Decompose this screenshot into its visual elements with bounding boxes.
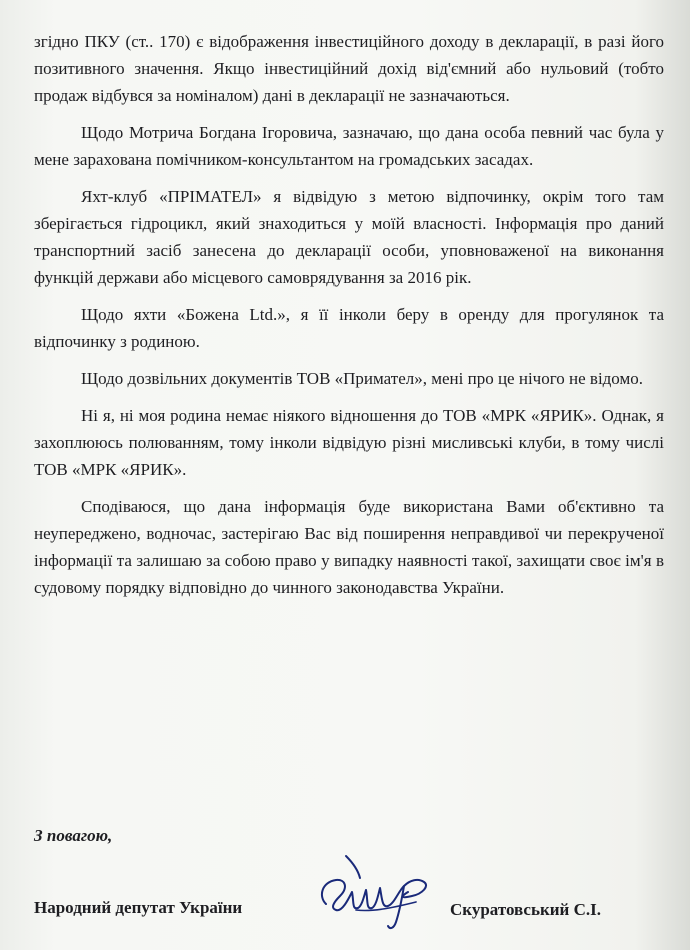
paragraph-yacht-rental: Щодо яхти «Божена Ltd.», я її інколи беру в оренду для прогулянок та відпочинку з родиною. (34, 305, 664, 351)
closing-salutation: З повагою, (34, 826, 113, 845)
signer-position: Народний депутат України (34, 898, 243, 917)
handwritten-signature (312, 852, 442, 932)
paragraph-warning: Сподіваюся, що дана інформація буде використана Вами об'єктивно та неупереджено, водночас, застерігаю Вас від поширення неправдивої чи перекрученої інформації та залишаю за собою право у випадку наявності такої, захищати своє ім'я в судовому порядку відповідно до чинного законодавства України. (34, 497, 664, 597)
paragraph-permits: Щодо дозвільних документів ТОВ «Примател», мені про це нічого не відомо. (81, 369, 643, 388)
signer-name: Скуратовський С.І. (450, 900, 601, 919)
letter-body (34, 28, 664, 611)
paragraph-hunting-club: Ні я, ні моя родина немає ніякого відношення до ТОВ «МРК «ЯРИК». Однак, я захоплююсь полюванням, тому інколи відвідую різні мисливські клуби, в тому числі ТОВ «МРК «ЯРИК». (34, 406, 664, 479)
paragraph-assistant: Щодо Мотрича Богдана Ігоровича, зазначаю, що дана особа певний час була у мене зарахована помічником-консультантом на громадських засадах. (34, 123, 664, 169)
paragraph-tax-declaration: згідно ПКУ (ст.. 170) є відображення інвестиційного доходу в декларації, в разі його позитивного значення. Якщо інвестиційний дохід від'ємний або нульовий (тобто продаж відбувся за номіналом) дані в декларації не зазначаються. (34, 32, 664, 105)
paragraph-yacht-club: Яхт-клуб «ПРІМАТЕЛ» я відвідую з метою відпочинку, окрім того там зберігається гідроцикл, який знаходиться у моїй власності. Інформація про даний транспортний засіб занесена до декларації особи, уповноваженої на виконання функцій держави або місцевого самоврядування за 2016 рік. (34, 187, 664, 287)
